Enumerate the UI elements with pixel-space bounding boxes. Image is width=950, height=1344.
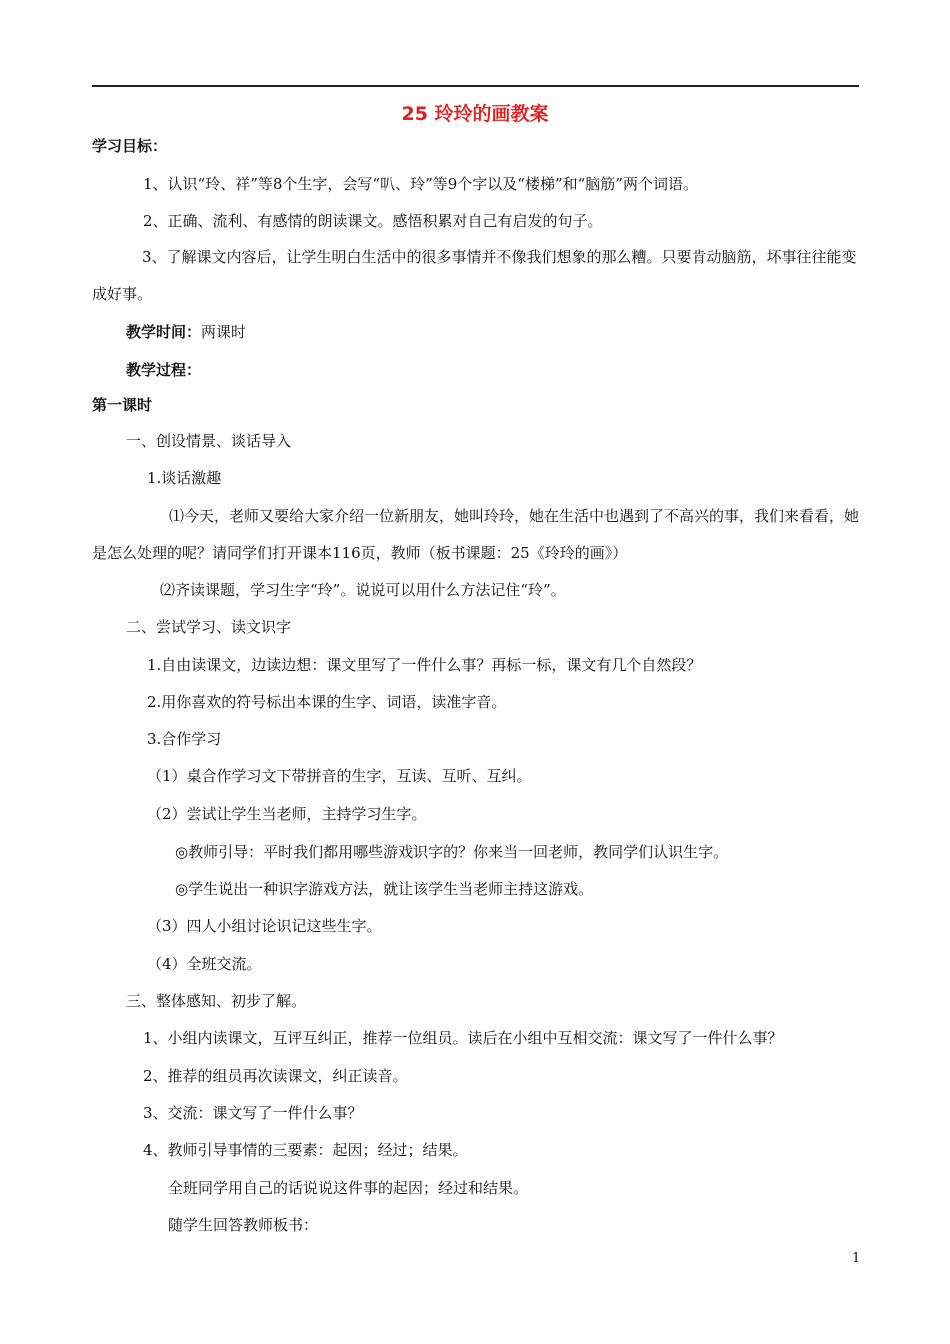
page-number: 1 — [852, 1251, 861, 1266]
section2-item: 2.用你喜欢的符号标出本课的生字、词语，读准字音。 — [147, 693, 507, 711]
section2-item: ◎学生说出一种识字游戏方法，就让该学生当老师主持这游戏。 — [175, 880, 594, 898]
lesson1-heading: 第一课时 — [92, 396, 153, 414]
section3-item: 全班同学用自己的话说说这件事的起因；经过和结果。 — [168, 1179, 529, 1197]
section2-item: ◎教师引导：平时我们都用哪些游戏识字的？你来当一回老师，教同学们认识生字。 — [175, 843, 729, 861]
section3-item: 4、教师引导事情的三要素：起因；经过；结果。 — [143, 1141, 468, 1159]
process-heading: 教学过程： — [126, 361, 202, 379]
section2-item: 3.合作学习 — [147, 730, 222, 748]
teaching-time-value: 两课时 — [201, 323, 247, 341]
section1-p1: ⑴今天，老师又要给大家介绍一位新朋友，她叫玲玲，她在生活中也遇到了不高兴的事，我们来看看，她是怎么处理的呢？请同学们打开课本116页，教师（板书课题：25《玲玲的画》） — [92, 507, 860, 562]
section1-p2: ⑵齐读课题，学习生字“玲”。说说可以用什么方法记住“玲”。 — [160, 581, 566, 599]
header-rule — [92, 85, 859, 87]
teaching-time — [126, 322, 246, 342]
objectives-heading: 学习目标： — [92, 137, 168, 155]
objective-1: 1、认识“玲、祥”等8个生字，会写“叭、玲”等9个字以及“楼梯”和“脑筋”两个词语。 — [143, 175, 698, 193]
section2-item: 1.自由读课文，边读边想：课文里写了一件什么事？再标一标，课文有几个自然段？ — [147, 656, 702, 674]
section3-item: 3、交流：课文写了一件什么事？ — [143, 1104, 363, 1122]
objective-3: 3、了解课文内容后，让学生明白生活中的很多事情并不像我们想象的那么糟。只要肯动脑筋，坏事往往能变成好事。 — [92, 248, 857, 303]
section3-item: 1、小组内读课文，互评互纠正，推荐一位组员。读后在小组中互相交流：课文写了一件什么事？ — [143, 1029, 783, 1047]
section2-item: （2）尝试让学生当老师，主持学习生字。 — [147, 805, 427, 823]
section3-item: 2、推荐的组员再次读课文，纠正读音。 — [143, 1067, 408, 1085]
section3-heading: 三、整体感知、初步了解。 — [126, 992, 307, 1010]
section1-sub1: 1.谈话激趣 — [147, 469, 222, 487]
document-title: 25 玲玲的画教案 — [401, 103, 549, 125]
section3-item: 随学生回答教师板书： — [168, 1216, 319, 1234]
section1-heading: 一、创设情景、谈话导入 — [126, 432, 292, 450]
section2-item: （1）桌合作学习文下带拼音的生字，互读、互听、互纠。 — [147, 767, 532, 785]
section2-heading: 二、尝试学习、读文识字 — [126, 618, 292, 636]
section2-item: （4）全班交流。 — [147, 955, 262, 973]
objective-2: 2、正确、流利、有感情的朗读课文。感悟积累对自己有启发的句子。 — [143, 212, 603, 230]
teaching-time-label: 教学时间： — [126, 323, 202, 341]
section2-item: （3）四人小组讨论识记这些生字。 — [147, 917, 382, 935]
